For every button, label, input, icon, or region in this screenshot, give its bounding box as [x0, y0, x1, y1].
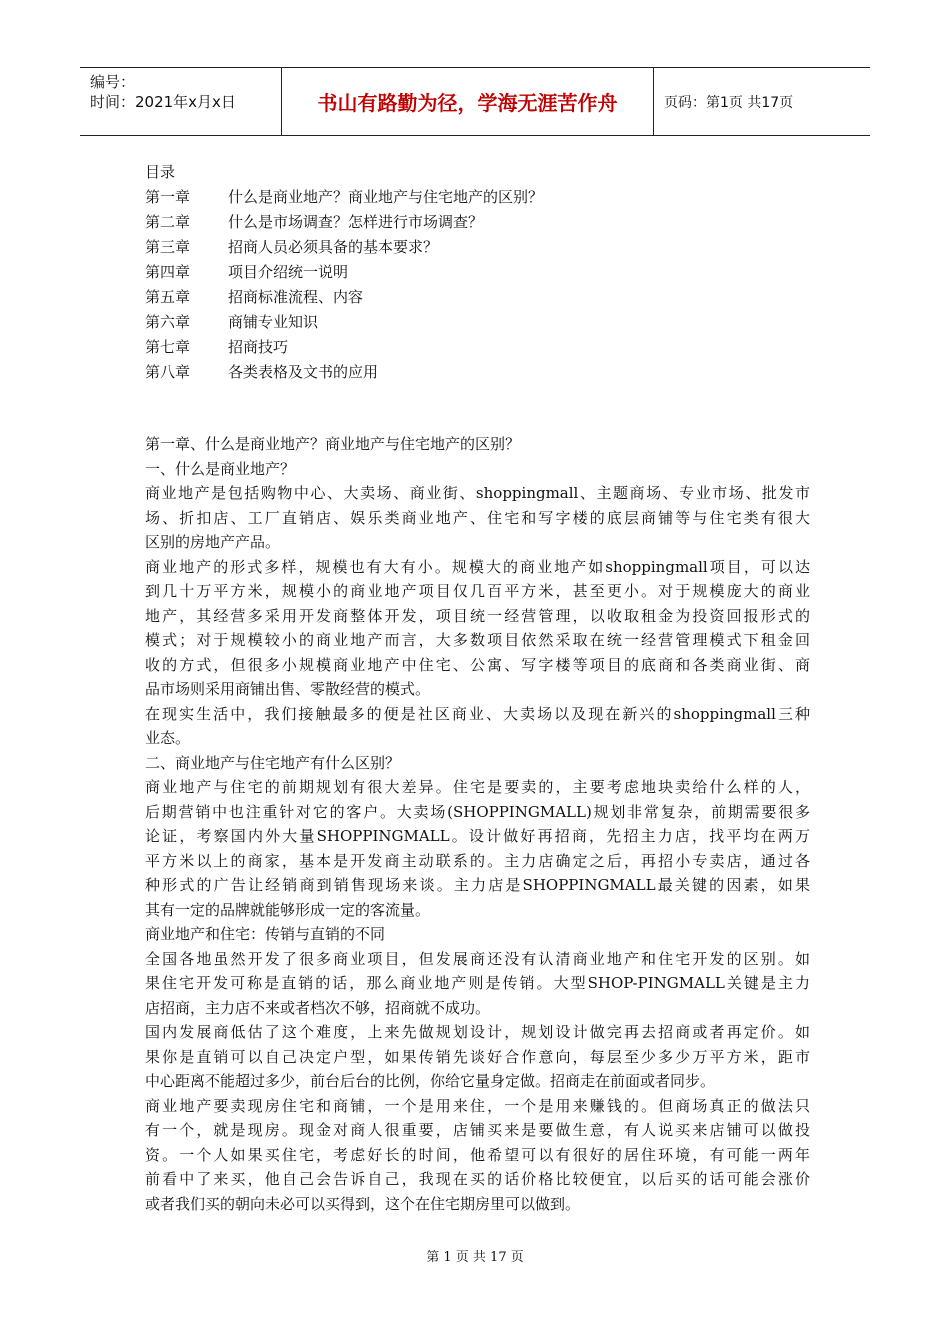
text-line: 果你是直销可以自己决定户型，如果传销先谈好合作意向，每层至少多少万平方米，距市: [145, 1047, 810, 1066]
text-line: 资。一个人如果买住宅，考虑好长的时间，他希望可以有很好的居住环境，有可能一两年: [145, 1145, 810, 1164]
header-page-info: 页码：第1页 共17页: [664, 94, 794, 111]
toc-chapter-title: 各类表格及文书的应用: [228, 363, 379, 381]
header-motto: 书山有路勤为径，学海无涯苦作舟: [282, 68, 654, 135]
text-line: 论证，考察国内外大量SHOPPINGMALL。设计做好再招商，先招主力店，找平均在两万: [145, 827, 810, 845]
toc-item: [145, 210, 543, 235]
text-line: 全国各地虽然开发了很多商业项目，但发展商还没有认清商业地产和住宅开发的区别。如: [145, 949, 810, 968]
page-footer: 第 1 页 共 17 页: [426, 1250, 524, 1265]
toc-chapter-number: 第五章: [145, 288, 191, 306]
text-line: 其有一定的品牌就能够形成一定的客流量。: [145, 900, 431, 919]
text-line: 前看中了来买，他自己会告诉自己，我现在买的话价格比较便宜，以后买的话可能会涨价: [145, 1170, 810, 1188]
text-line: 国内发展商低估了这个难度，上来先做规划设计，规划设计做完再去招商或者再定价。如: [145, 1023, 810, 1041]
toc-chapter-number: 第六章: [145, 313, 191, 331]
body-text: [145, 432, 810, 1216]
toc-title: 目录: [145, 163, 176, 181]
text-line: 商业地产是包括购物中心、大卖场、商业街、shoppingmall、主题商场、专业市场、批发市: [145, 484, 810, 502]
toc-chapter-title: 招商人员必须具备的基本要求？: [228, 238, 439, 256]
text-line: 商业地产和住宅：传销与直销的不同: [145, 925, 386, 943]
text-line: 中心距离不能超过多少，前台后台的比例，你给它量身定做。招商走在前面或者同步。: [145, 1072, 716, 1090]
text-line: 模式；对于规模较小的商业地产而言，大多数项目依然采取在统一经营管理模式下租金回: [145, 631, 810, 649]
page-header: [80, 67, 870, 136]
toc-chapter-title: 商铺专业知识: [228, 313, 319, 331]
text-line: 场、折扣店、工厂直销店、娱乐类商业地产、住宅和写字楼的底层商铺等与住宅类有很大: [145, 508, 810, 527]
toc-item: [145, 235, 543, 260]
text-line: 平方米以上的商家，基本是开发商主动联系的。主力店确定之后，再招小专卖店，通过各: [145, 851, 810, 870]
toc-item: [145, 285, 543, 310]
toc-chapter-number: 第一章: [145, 188, 191, 206]
toc-chapter-title: 招商技巧: [228, 338, 289, 356]
text-line: 业态。: [145, 729, 191, 747]
toc-chapter-number: 第八章: [145, 363, 191, 381]
text-line: 商业地产的形式多样，规模也有大有小。规模大的商业地产如shoppingmall项目，可以达: [145, 557, 810, 576]
text-line: 一、什么是商业地产？: [145, 459, 296, 478]
text-line: 到几十万平方米，规模小的商业地产项目仅几百平方米，甚至更小。对于规模庞大的商业: [145, 582, 810, 600]
text-line: 后期营销中也注重针对它的客户。大卖场(SHOPPINGMALL)规划非常复杂，前期需要很多: [145, 802, 810, 821]
toc-chapter-title: 什么是市场调查？怎样进行市场调查？: [228, 213, 484, 231]
text-line: 商业地产要卖现房住宅和商铺，一个是用来住，一个是用来赚钱的。但商场真正的做法只: [145, 1096, 810, 1115]
table-of-contents: [145, 160, 543, 385]
text-line: 在现实生活中，我们接触最多的便是社区商业、大卖场以及现在新兴的shoppingmall三种: [145, 704, 810, 723]
text-line: 种形式的广告让经销商到销售现场来谈。主力店是SHOPPINGMALL最关键的因素，如果: [145, 876, 810, 894]
document-date: 时间：2021年x月x日: [90, 93, 236, 111]
toc-list: [145, 185, 543, 385]
toc-chapter-number: 第二章: [145, 213, 191, 231]
toc-chapter-title: 什么是商业地产？商业地产与住宅地产的区别？: [228, 188, 544, 206]
text-line: 区别的房地产产品。: [145, 533, 281, 551]
toc-item: [145, 360, 543, 385]
text-line: 品市场则采用商铺出售、零散经营的模式。: [145, 680, 431, 698]
text-line: 第一章、什么是商业地产？商业地产与住宅地产的区别？: [145, 435, 521, 453]
header-meta: [80, 68, 282, 135]
text-line: 有一个，就是现房。现金对商人很重要，店铺买来是要做生意，有人说买来店铺可以做投: [145, 1121, 810, 1139]
text-line: 二、商业地产与住宅地产有什么区别？: [145, 753, 401, 772]
text-line: 店招商，主力店不来或者档次不够，招商就不成功。: [145, 998, 491, 1017]
text-line: 商业地产与住宅的前期规划有很大差异。住宅是要卖的，主要考虑地块卖给什么样的人，: [145, 778, 810, 796]
toc-item: [145, 260, 543, 285]
text-line: 地产，其经营多采用开发商整体开发，项目统一经营管理，以收取租金为投资回报形式的: [145, 606, 810, 625]
text-line: 果住宅开发可称是直销的话，那么商业地产则是传销。大型SHOP-PINGMALL关键是主力: [145, 974, 810, 992]
toc-item: [145, 185, 543, 210]
toc-chapter-number: 第三章: [145, 238, 191, 256]
toc-item: [145, 310, 543, 335]
toc-chapter-title: 招商标准流程、内容: [228, 288, 364, 306]
toc-item: [145, 335, 543, 360]
toc-chapter-title: 项目介绍统一说明: [228, 263, 349, 281]
text-line: 或者我们买的朝向未必可以买得到，这个在住宅期房里可以做到。: [145, 1194, 581, 1213]
document-number-label: 编号：: [90, 73, 136, 91]
toc-chapter-number: 第七章: [145, 338, 191, 356]
toc-chapter-number: 第四章: [145, 263, 191, 281]
text-line: 收的方式，但很多小规模商业地产中住宅、公寓、写字楼等项目的底商和各类商业街、商: [145, 655, 810, 674]
